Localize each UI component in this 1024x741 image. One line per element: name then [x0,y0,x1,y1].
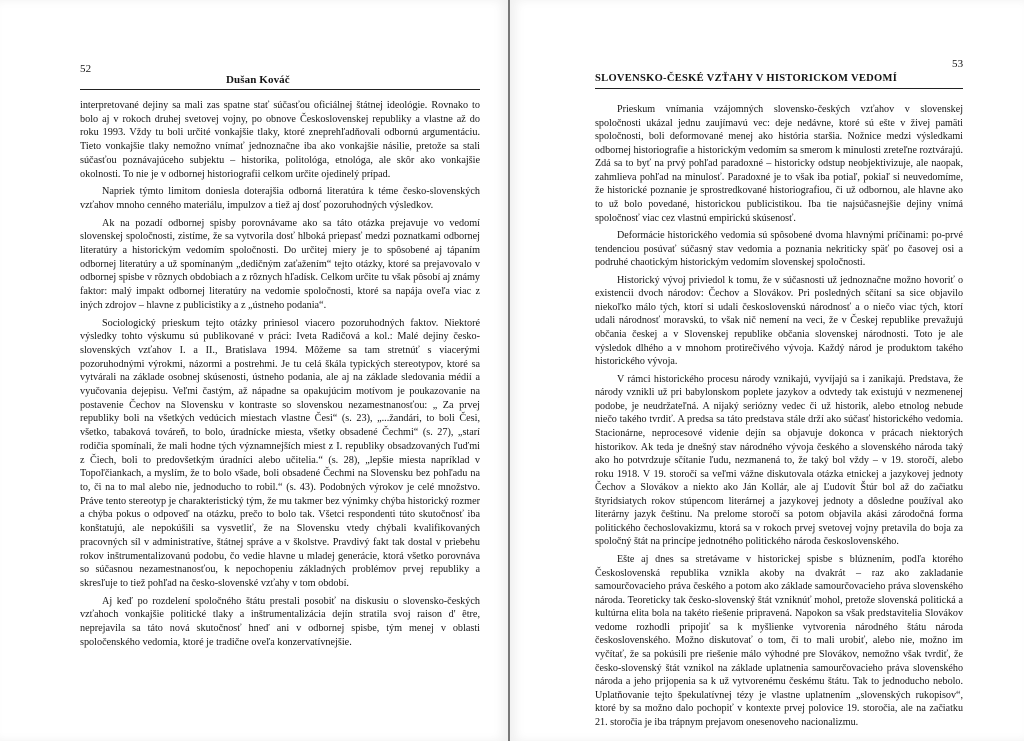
paragraph: Deformácie historického vedomia sú spôsobené dvoma hlavnými príčinami: po-prvé tendenciou posúvať súčasný stav vedomia a poznania nekriticky späť po časovej osi a podruhé chaotickým historickým vedomím slovenskej spoločnosti. [595,230,963,269]
header-rule [80,89,480,90]
left-page [0,0,508,741]
header-rule [595,88,963,89]
paragraph: Napriek týmto limitom doniesla doterajšia odborná literatúra k téme česko-slovenských vzťahov mnoho cenného materiálu, impulzov a tiež aj dosť pozoruhodných výsledkov. [80,186,480,211]
right-page [510,0,1024,741]
paragraph: V rámci historického procesu národy vznikajú, vyvíjajú sa i zanikajú. Predstava, že národy vznikli už pri babylonskom poplete jazykov a odvtedy tak existujú v nezmenenej podobe, je neudržateľná. A nijaký seriózny vedec či už historik, alebo etnolog nebude niečo takého tvrdiť. A predsa sa táto predstava stále drží ako súčasť historického vedomia. Stacionárne, neprocesové videnie dejín sa objavuje dokonca v prácach niektorých historikov. Ak teda je dnešný stav národného vývoja českého a slovenského národa taký ako ho potvrdzuje sčítanie ľudu, nezmanená to, že taký bol vždy – v 19. storočí, alebo roku 1918. V 19. storočí sa veľmi vážne diskutovala otázka etnickej a jazykovej jednoty Čechov a Slovákov a niekto ako Ján Kollár, ale aj Ľudovít Štúr bol až do začiatku štyridsiatych rokov stúpencom literárnej a jazykovej jednoty a dôsledne používal ako literárny jazyk češtinu. Na prelome storočí sa potom objavila akási zárodočná forma politického čechoslovakizmu, ktorá sa v rokoch prvej svetovej vojny pretavila do boja za spoločný štát na princípe jednotného politického národa československého. [595,373,963,548]
paragraph: Aj keď po rozdelení spoločného štátu prestali posobiť na diskusiu o slovensko-českých vzťahoch vonkajšie politické tlaky a inštrumentalizácia dejín stratila svoj raison d' être, neprejavila sa táto nová skutočnosť hneď ani v odbornej spisbe, tým menej v oblasti spoločenského vedomia, ktoré je tradične oveľa konzervatívnejšie. [80,595,480,648]
paragraph: Ešte aj dnes sa stretávame v historickej spisbe s blúznením, podľa ktorého Československá republika vznikla akoby na dvakrát – raz ako zakladanie samourčovacieho práva českého a potom ako základe samourčovacieho práva slovenského národa. Teoreticky tak česko-slovenský štát vzniknúť mohol, pretože slovenská politická a kultúrna elita bola na takéto riešenie pripravená. Napokon sa však predstavitelia Slovákov vedome rozhodli pripojiť sa k myšlienke vytvorenia národného štátu národa československého. Možno diskutovať o tom, či to mali urobiť, alebo nie, možno im vyčítať, že sa pokúsili pre riešenie málo výhodné pre Slovákov, nemožno však tvrdiť, že česko-slovenský štát vznikol na základe uplatnenia samourčovacieho práva slovenského národa a jeho prijopenia sa k už vytvorenému českému štátu. Tak to jednoducho nebolo. Uplatňovanie tejto špekulatívnej tézy je vlastne uplatnením „slovenských rukopisov“, ktoré by sa možno dalo pochopiť v kontexte prvej polovice 19. storočia, ale na začiatku 21. storočia je iba trápnym prejavom onesenoveho nacionalizmu. [595,554,963,728]
right-text-column [595,103,963,729]
paragraph: interpretované dejiny sa mali zas spatne stať súčasťou oficiálnej štátnej ideológie. Rovnako to bolo aj v rokoch druhej svetovej vojny, po obnove Československej republiky a vlastne až do roku 1993. Vždy tu boli určité vonkajšie tlaky, ktoré zneprehľadňovali odbornú argumentáciu. Tieto vonkajšie tlaky nemožno vnímať jednoznačne iba ako vonkajšie násilie, pretože sa stali súčasťou poznávajúceho subjektu – historika, politológa, etnológa, ale skôr ako vonkajšie okolnosti. To nie je v odbornej historiografii celkom určite ojedinelý prípad. [80,100,480,180]
page-number: 52 [80,63,92,75]
page-number: 53 [952,58,964,70]
running-head-title: SLOVENSKO-ČESKÉ VZŤAHY V HISTORICKOM VEDOMÍ [595,73,898,84]
paragraph: Historický vývoj priviedol k tomu, že v súčasnosti už jednoznačne možno hovoriť o existencii dvoch národov: Čechov a Slovákov. Pri posledných sčítaní sa sice objavilo niekoľko málo tých, ktorí si udali československú národnosť a o niečo viac tých, ktorí udali národnosť moravskú, to však nič nemení na veci, že v Českej republike prevažujú občania českej a v Slovenskej republike občania slovenskej národnosti. Toto je ale výsledok dlhého a v mnohom protirečivého vývoja. Každý národ je produktom takého historického vývoja. [595,274,963,368]
left-text-column [80,99,480,649]
paragraph: Sociologický prieskum tejto otázky priniesol viacero pozoruhodných faktov. Niektoré výsledky tohto výskumu sú publikované v práci: Iveta Radičová a kol.: Malé dejiny česko-slovenských vzťahov I. a II., Bratislava 1994. Môžeme sa tam stretnúť s viacerými pozoruhodnými výrokmi, názormi a postrehmi. Je tu celá škála typických stereotypov, ktoré sa vytvárali na základe osobnej skúsenosti, ústneho podania, ale aj na základe sledovania médií a vyučovania dejepisu. Veľmi častým, až nápadne sa opakujúcim motívom je poukazovanie na postavenie Čechov na Slovensku v kontraste so slovenskou nezamestnanosťou: „ Za prvej republiky boli na všetkých vedúcich miestach vlastne Česi“ (s. 23), „...žandári, to boli Česi, všetko, tabaková továreň, to bolo, úradnícke miesta, všetky obsadené Čechmi“ (s. 27), „starí rodičia spomínali, že mali hodne tých významnejších miest z I. republiky obsadzovaných ľuďmi z Čiech, boli to predovšetkým úradníci alebo učitelia.“ (s. 28), „lepšie miesta napríklad v Topoľčiankach, a myslím, že to bolo všade, boli obsadené Čechmi na Slovensku bez pohľadu na to, či na to mal alebo nie, jednoducho to robil.“ (s. 43). Podobných výrokov je celé množstvo. Práve tento stereotyp je charakteristický tým, že mu takmer bez výnimky chýba historický rozmer a chýba pokus o odpoveď na otázku, prečo to bolo tak. Všetci respondenti túto skutočnosť iba konštatujú, ale nepokúšili sa vysvetliť, že na Slovensku vtedy chýbali kvalifikovaných pracovných síl v administratíve, štátnej správe a v školstve. Pravdivý fakt tak dostal v priebehu rokov inštrumentalizovanú podobu, čo vedie hlavne u mladej generácie, ktorá všetko porovnáva so súčasnou nezamestnanosťou, k nepochopeniu základných problémov prvej republiky a skresľuje to tiež pohľad na česko-slovenské vzťahy v tom období. [80,317,480,589]
running-head-author: Dušan Kováč [226,74,290,86]
paragraph: Ak na pozadí odbornej spisby porovnávame ako sa táto otázka prejavuje vo vedomí slovenskej spoločnosti, zistíme, že sa vytvorila dosť hlboká priepasť medzi poznatkami odbornej literatúry a historickým vedomím spoločnosti. Do určitej miery je to spôsobené aj tápaním odbornej literatúry a už spomínaným „dedičným zaťažením“ tejto otázky, ktoré sa prejavovalo v odbornej spisbe v rôznych obdobiach a z rôznych hľadísk. Celkom určite tu však pôsobí aj známy faktor: malý impakt odbornej literatúry na vedomie spoločnosti, ktoré sa napája oveľa viac z iných zdrojov – hlavne z publicistiky a z „ústneho podania“. [80,217,480,311]
paragraph: Prieskum vnímania vzájomných slovensko-českých vzťahov v slovenskej spoločnosti ukázal jednu zaujímavú vec: deje nedávne, ktoré sú ešte v živej pamäti spoločnosti, boli deformované menej ako história staršia. Nožnice medzi výsledkami odbornej historiografie a historickým vedomím sa smerom k minulosti zreteľne roztvárajú. Zdá sa to byť na prvý pohľad paradoxné – historicky odstup neobjektivizuje, ale naopak, zahmlieva pohľad na minulosť. Paradoxné je to však iba potiaľ, pokiaľ si neuvedomíme, že historické poznanie je sprostredkované historiografiou, či už odbornou, ale hlavne ako to už bolo povedané, historickou publicistikou. Iba tie najsúčasnejšie dejiny vnímá spoločnosť viac cez vlastnú empirickú skúsenosť. [595,104,963,224]
